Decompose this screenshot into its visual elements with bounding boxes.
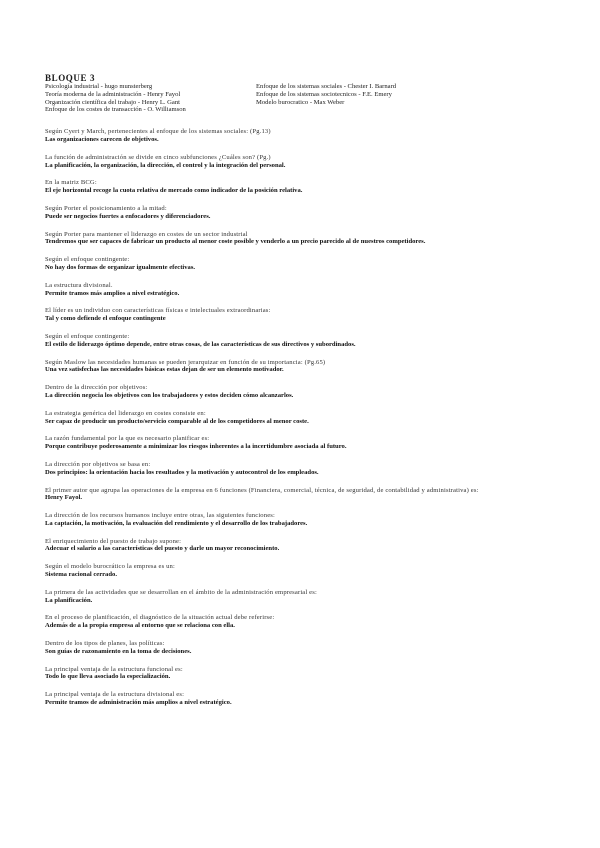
question-block (45, 359, 575, 375)
author-entry: Enfoque de los costes de transacción - O. Williamson (45, 106, 186, 114)
question-text: El enriquecimiento del puesto de trabajo supone: (45, 537, 182, 545)
answer-text: La captación, la motivación, la evaluación del rendimiento y el desarrollo de los trabajadores. (45, 519, 308, 527)
question-block (45, 487, 575, 503)
question-text: Según el enfoque contingente: (45, 332, 130, 340)
question-text: Dentro de los tipos de planes, las políticas: (45, 640, 165, 648)
answer-text: Son guías de razonamiento en la toma de decisiones. (45, 647, 192, 655)
answer-text: Adecuar el salario a las características del puesto y darle un mayor reconocimiento. (45, 545, 280, 553)
block-title: BLOQUE 3 (45, 73, 96, 83)
answer-text: Además de a la propia empresa al entorno que se relaciona con ella. (45, 622, 235, 630)
author-entry: Organización científica del trabajo - Henry L. Gant (45, 98, 180, 106)
answer-text: Una vez satisfechas las necesidades básicas estas dejan de ser un elemento motivador. (45, 366, 284, 374)
answer-text: La planificación, la organización, la dirección, el control y la integración del personal. (45, 161, 286, 169)
question-block (45, 282, 575, 298)
question-block (45, 563, 575, 579)
question-block (45, 231, 575, 247)
question-text: La estructura divisional. (45, 281, 113, 289)
question-block (45, 538, 575, 554)
answer-text: Sistema racional cerrado. (45, 571, 117, 579)
question-list (45, 128, 575, 707)
author-entry (256, 106, 575, 114)
question-text: El líder es un individuo con características físicas e intelectuales extraordinarias: (45, 307, 271, 315)
author-entry: Teoría moderna de la administración - Henry Fayol (45, 90, 181, 98)
question-text: La estrategia genérica del liderazgo en costes consiste en: (45, 409, 206, 417)
answer-text: Ser capaz de producir un producto/servicio comparable al de los competidores al menor coste. (45, 417, 309, 425)
question-text: Según Porter el posicionamiento a la mitad: (45, 204, 167, 212)
question-text: La dirección por objetivos se basa en: (45, 460, 151, 468)
answer-text: La dirección negocia los objetivos con los trabajadores y estos deciden cómo alcanzarlos. (45, 391, 294, 399)
question-block (45, 614, 575, 630)
question-text: La principal ventaja de la estructura funcional es: (45, 665, 183, 673)
question-block (45, 256, 575, 272)
question-text: Según Cyert y March, pertenecientes al enfoque de los sistemas sociales: (Pg.13) (45, 128, 271, 136)
answer-text: Todo lo que lleva asociado la especialización. (45, 673, 171, 681)
question-text: La principal ventaja de la estructura divisional es: (45, 691, 185, 699)
question-block (45, 589, 575, 605)
document-page (45, 73, 575, 707)
answer-text: Las organizaciones carecen de objetivos. (45, 135, 159, 143)
question-block (45, 435, 575, 451)
question-text: Según Porter para mantener el liderazgo en costes de un sector industrial (45, 230, 248, 238)
question-block (45, 461, 575, 477)
question-block (45, 666, 575, 682)
question-text: La dirección de los recursos humanos incluye entre otras, las siguientes funciones: (45, 512, 275, 520)
authors-list (45, 83, 575, 114)
question-block (45, 154, 575, 170)
answer-text: Permite tramos de administración más amplios a nivel estratégico. (45, 699, 232, 707)
question-text: La primera de las actividades que se desarrollan en el ámbito de la administración empresarial es: (45, 588, 317, 596)
question-block (45, 179, 575, 195)
question-block (45, 205, 575, 221)
answer-text: El estilo de liderazgo óptimo depende, entre otras cosas, de las características de sus directivos y subordinados. (45, 340, 356, 348)
question-block (45, 512, 575, 528)
question-text: La función de administración se divide en cinco subfunciones ¿Cuáles son? (Pg.) (45, 153, 271, 161)
question-block (45, 640, 575, 656)
question-block (45, 333, 575, 349)
question-text: Según el modelo burocrático la empresa es un: (45, 563, 175, 571)
question-text: El primer autor que agrupa las operaciones de la empresa en 6 funciones (Financiera, comercial, técnica, de seguridad, de contabilidad y administrativa) es: (45, 486, 479, 494)
author-entry: Enfoque de los sistemas sociales - Chester I. Barnard (256, 83, 397, 90)
question-block (45, 691, 575, 707)
question-text: Dentro de la dirección por objetivos: (45, 384, 148, 392)
question-text: Según Maslow las necesidades humanas se pueden jerarquizar en función de su importancia: (Pg.65) (45, 358, 326, 366)
question-block (45, 307, 575, 323)
answer-text: El eje horizontal recoge la cuota relativa de mercado como indicador de la posición relativa. (45, 187, 303, 195)
answer-text: Porque contribuye poderosamente a minimizar los riesgos inherentes a la incertidumbre asociada al futuro. (45, 443, 347, 451)
question-text: Según el enfoque contingente: (45, 256, 130, 264)
question-block (45, 384, 575, 400)
question-text: En la matriz BCG: (45, 179, 97, 187)
question-block (45, 128, 575, 144)
question-text: En el proceso de planificación, el diagnóstico de la situación actual debe referirse: (45, 614, 275, 622)
answer-text: Permite tramos más amplios a nivel estratégico. (45, 289, 180, 297)
answer-text: Tal y como defiende el enfoque contingente (45, 315, 166, 323)
answer-text: Puede ser negocios fuertes a enfocadores y diferenciadores. (45, 212, 211, 220)
answer-text: Tendremos que ser capaces de fabricar un producto al menor coste posible y venderlo a un precio parecido al de nuestros competidores. (45, 238, 426, 246)
question-text: La razón fundamental por la que es necesario planificar es: (45, 435, 210, 443)
answer-text: Dos principios: la orientación hacia los resultados y la motivación y autocontrol de los empleados. (45, 468, 319, 476)
author-entry: Psicología industrial - hugo munsterberg (45, 83, 153, 90)
author-entry: Enfoque de los sistemas sociotecnicos - F.E. Emery (256, 90, 392, 98)
answer-text: La planificación. (45, 596, 93, 604)
author-entry: Modelo burocratico - Max Weber (256, 98, 345, 106)
answer-text: No hay dos formas de organizar igualmente efectivas. (45, 263, 196, 271)
question-block (45, 410, 575, 426)
answer-text: Henry Fayol. (45, 494, 82, 502)
